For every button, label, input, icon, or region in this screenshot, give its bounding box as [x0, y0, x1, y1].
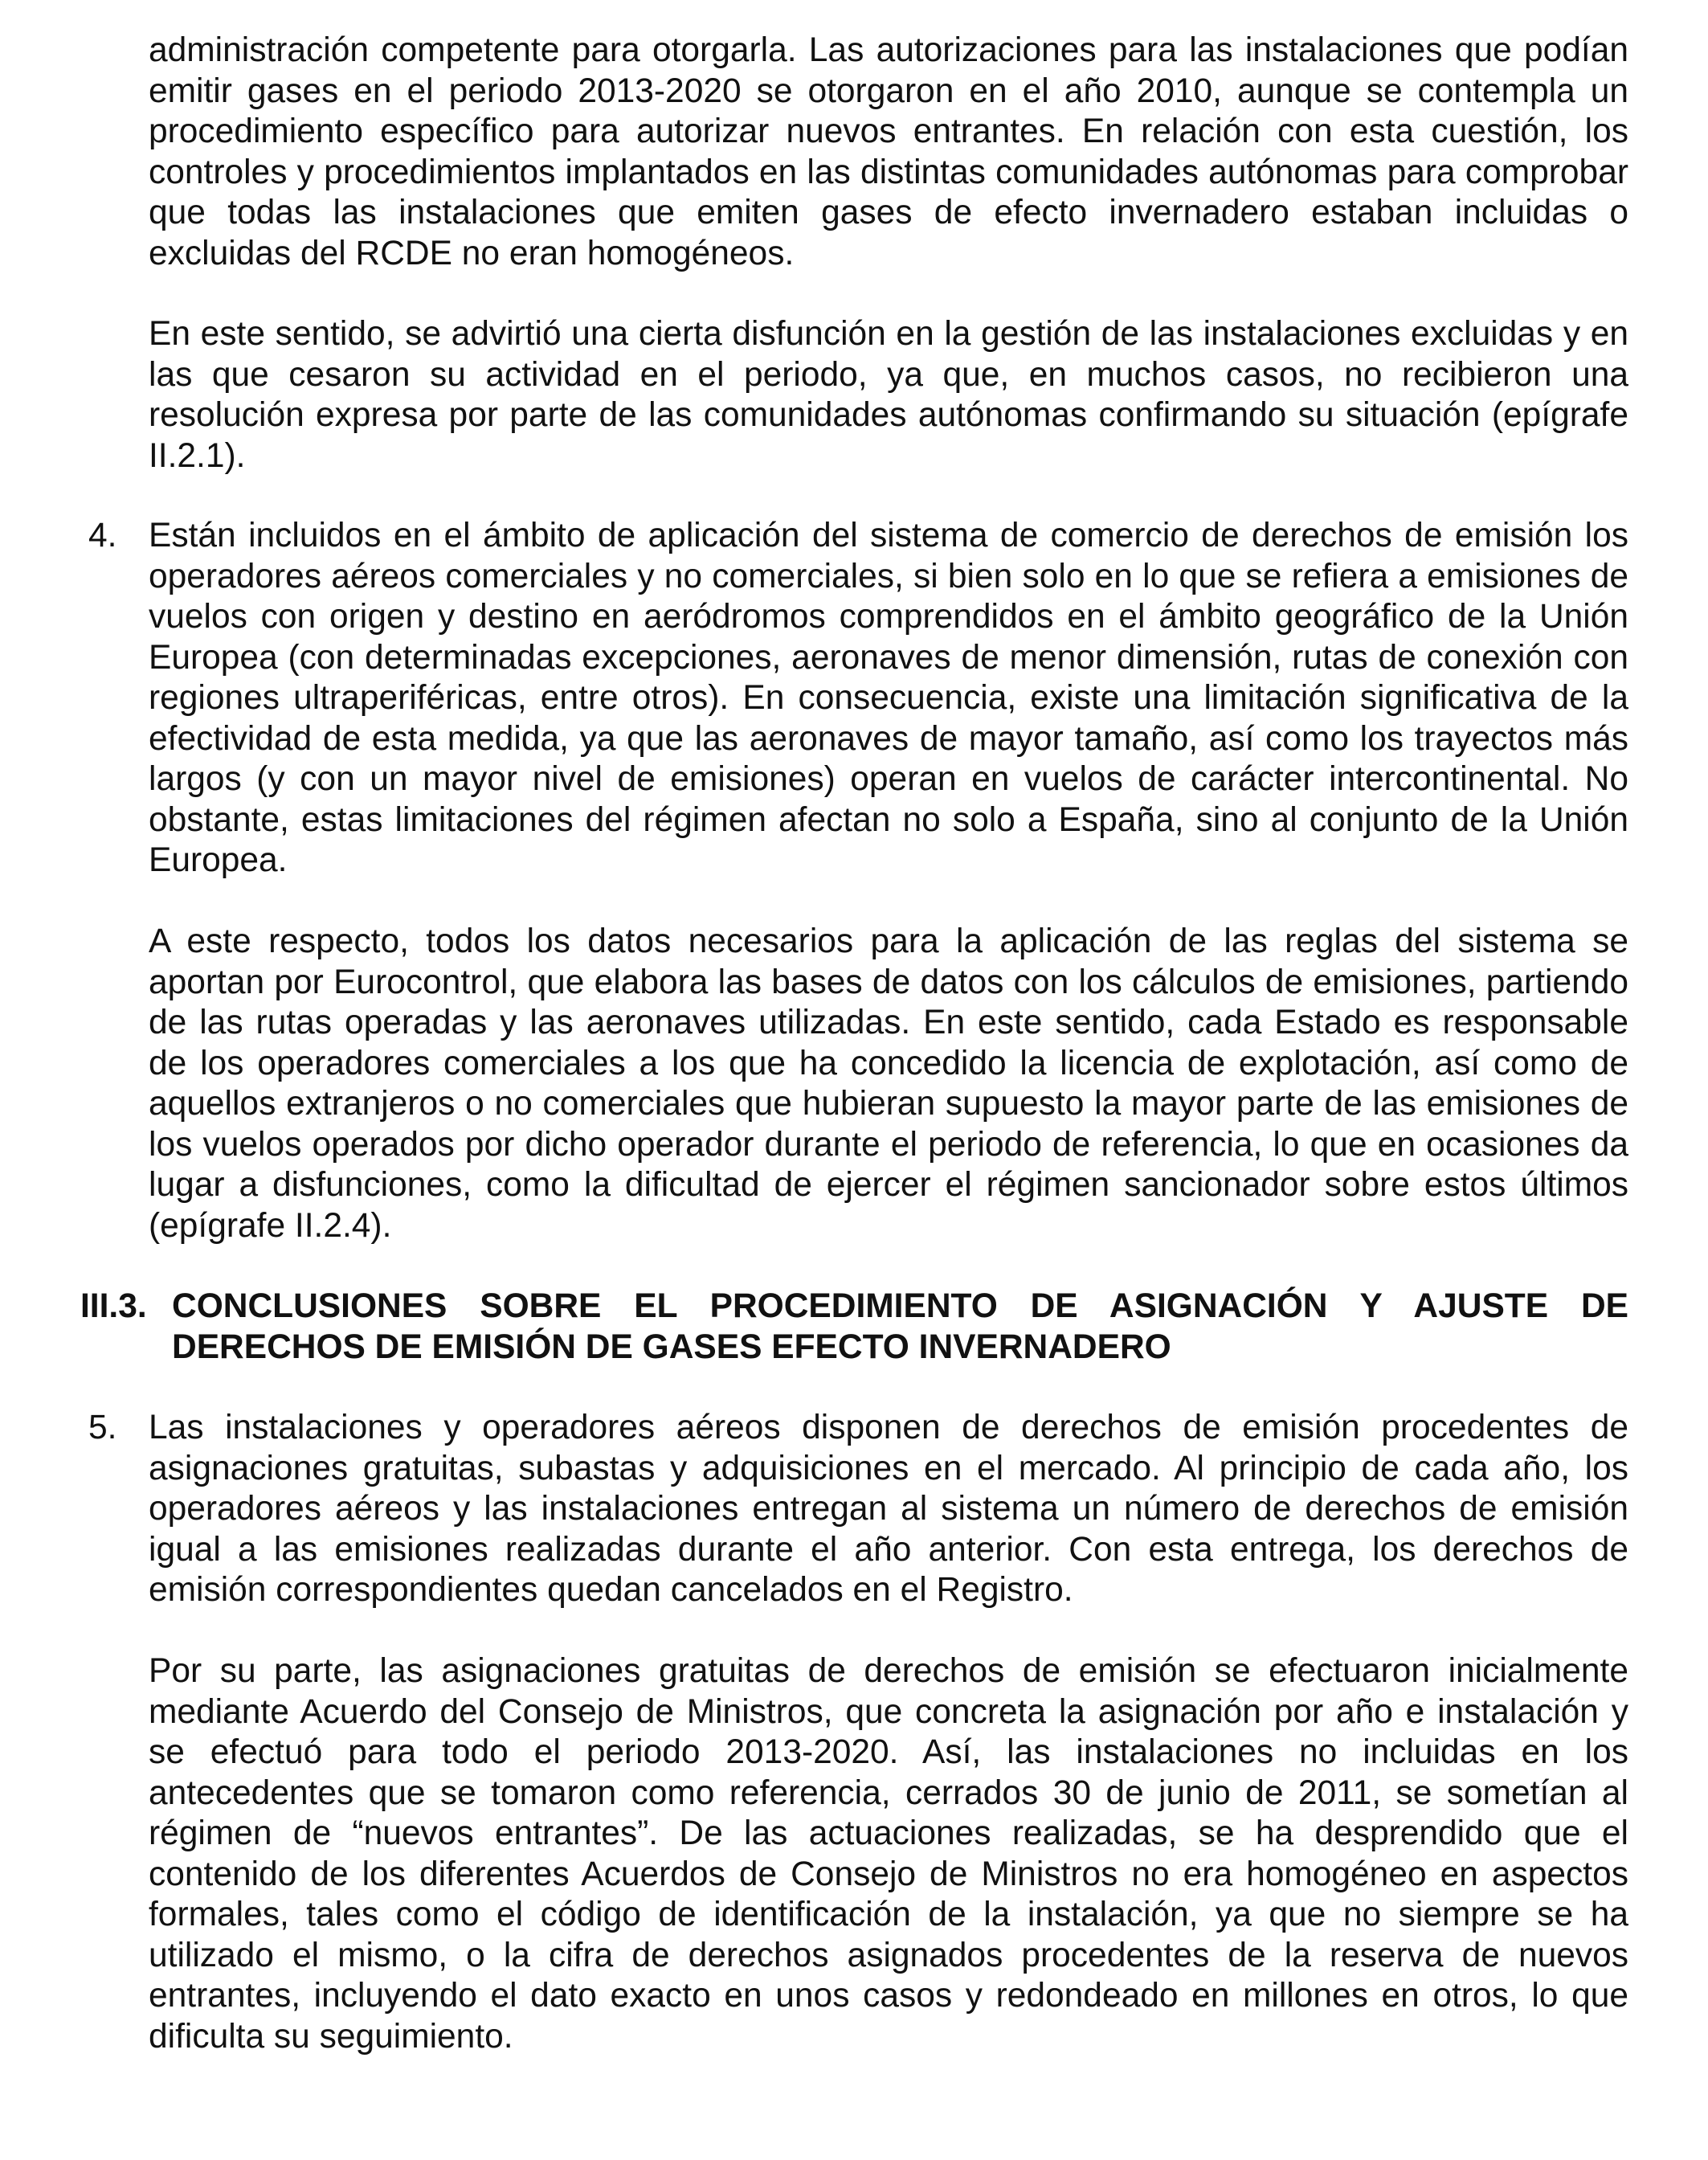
paragraph-asignaciones-gratuitas: Por su parte, las asignaciones gratuitas de derechos de emisión se efectuaron inicialmente mediante Acuerdo del Consejo de Ministros, que concreta la asignación por año e instalación y se efectuó para todo el periodo 2013-2020. Así, las instalaciones no incluidas en los antecedentes que se tomaron como referencia, cerrados 30 de junio de 2011, se sometían al régimen de “nuevos entrantes”. De las actuaciones realizadas, se ha desprendido que el contenido de los diferentes Acuerdos de Consejo de Ministros no era homogéneo en aspectos formales, tales como el código de identificación de la instalación, ya que no siempre se ha utilizado el mismo, o la cifra de derechos asignados procedentes de la reserva de nuevos entrantes, incluyendo el dato exacto en unos casos y redondeado en millones en otros, lo que dificulta su seguimiento. — [149, 1652, 1628, 2056]
section-number: III.3. — [80, 1287, 147, 1325]
item-number-4: 4. — [88, 517, 117, 554]
paragraph-disfuncion-instalaciones: En este sentido, se advirtió una cierta disfunción en la gestión de las instalaciones excluidas y en las que cesaron su actividad en el periodo, ya que, en muchos casos, no recibieron una resolución expresa por parte de las comunidades autónomas confirmando su situación (epígrafe II.2.1). — [149, 315, 1628, 475]
paragraph-operadores-aereos: Están incluidos en el ámbito de aplicación del sistema de comercio de derechos de emisión los operadores aéreos comerciales y no comerciales, si bien solo en lo que se refiera a emisiones de vuelos con origen y destino en aeródromos comprendidos en el ámbito geográfico de la Unión Europea (con determinadas excepciones, aeronaves de menor dimensión, rutas de conexión con regiones ultraperiféricas, entre otros). En consecuencia, existe una limitación significativa de la efectividad de esta medida, ya que las aeronaves de mayor tamaño, así como los trayectos más largos (y con un mayor nivel de emisiones) operan en vuelos de carácter intercontinental. No obstante, estas limitaciones del régimen afectan no solo a España, sino al conjunto de la Unión Europea. — [149, 517, 1628, 879]
section-title: CONCLUSIONES SOBRE EL PROCEDIMIENTO DE ASIGNACIÓN Y AJUSTE DE DERECHOS DE EMISIÓN DE GASES EFECTO INVERNADERO — [172, 1287, 1628, 1366]
paragraph-eurocontrol: A este respecto, todos los datos necesarios para la aplicación de las reglas del sistema se aportan por Eurocontrol, que elabora las bases de datos con los cálculos de emisiones, partiendo de las rutas operadas y las aeronaves utilizadas. En este sentido, cada Estado es responsable de los operadores comerciales a los que ha concedido la licencia de explotación, así como de aquellos extranjeros o no comerciales que hubieran supuesto la mayor parte de las emisiones de los vuelos operados por dicho operador durante el periodo de referencia, lo que en ocasiones da lugar a disfunciones, como la dificultad de ejercer el régimen sancionador sobre estos últimos (epígrafe II.2.4). — [149, 922, 1628, 1245]
paragraph-derechos-emision: Las instalaciones y operadores aéreos disponen de derechos de emisión procedentes de asignaciones gratuitas, subastas y adquisiciones en el mercado. Al principio de cada año, los operadores aéreos y las instalaciones entregan al sistema un número de derechos de emisión igual a las emisiones realizadas durante el año anterior. Con esta entrega, los derechos de emisión correspondientes quedan cancelados en el Registro. — [149, 1409, 1628, 1609]
paragraph-autorizaciones: administración competente para otorgarla. Las autorizaciones para las instalaciones que podían emitir gases en el periodo 2013-2020 se otorgaron en el año 2010, aunque se contempla un procedimiento específico para autorizar nuevos entrantes. En relación con esta cuestión, los controles y procedimientos implantados en las distintas comunidades autónomas para comprobar que todas las instalaciones que emiten gases de efecto invernadero estaban incluidas o excluidas del RCDE no eran homogéneos. — [149, 31, 1628, 272]
item-number-5: 5. — [88, 1409, 117, 1446]
